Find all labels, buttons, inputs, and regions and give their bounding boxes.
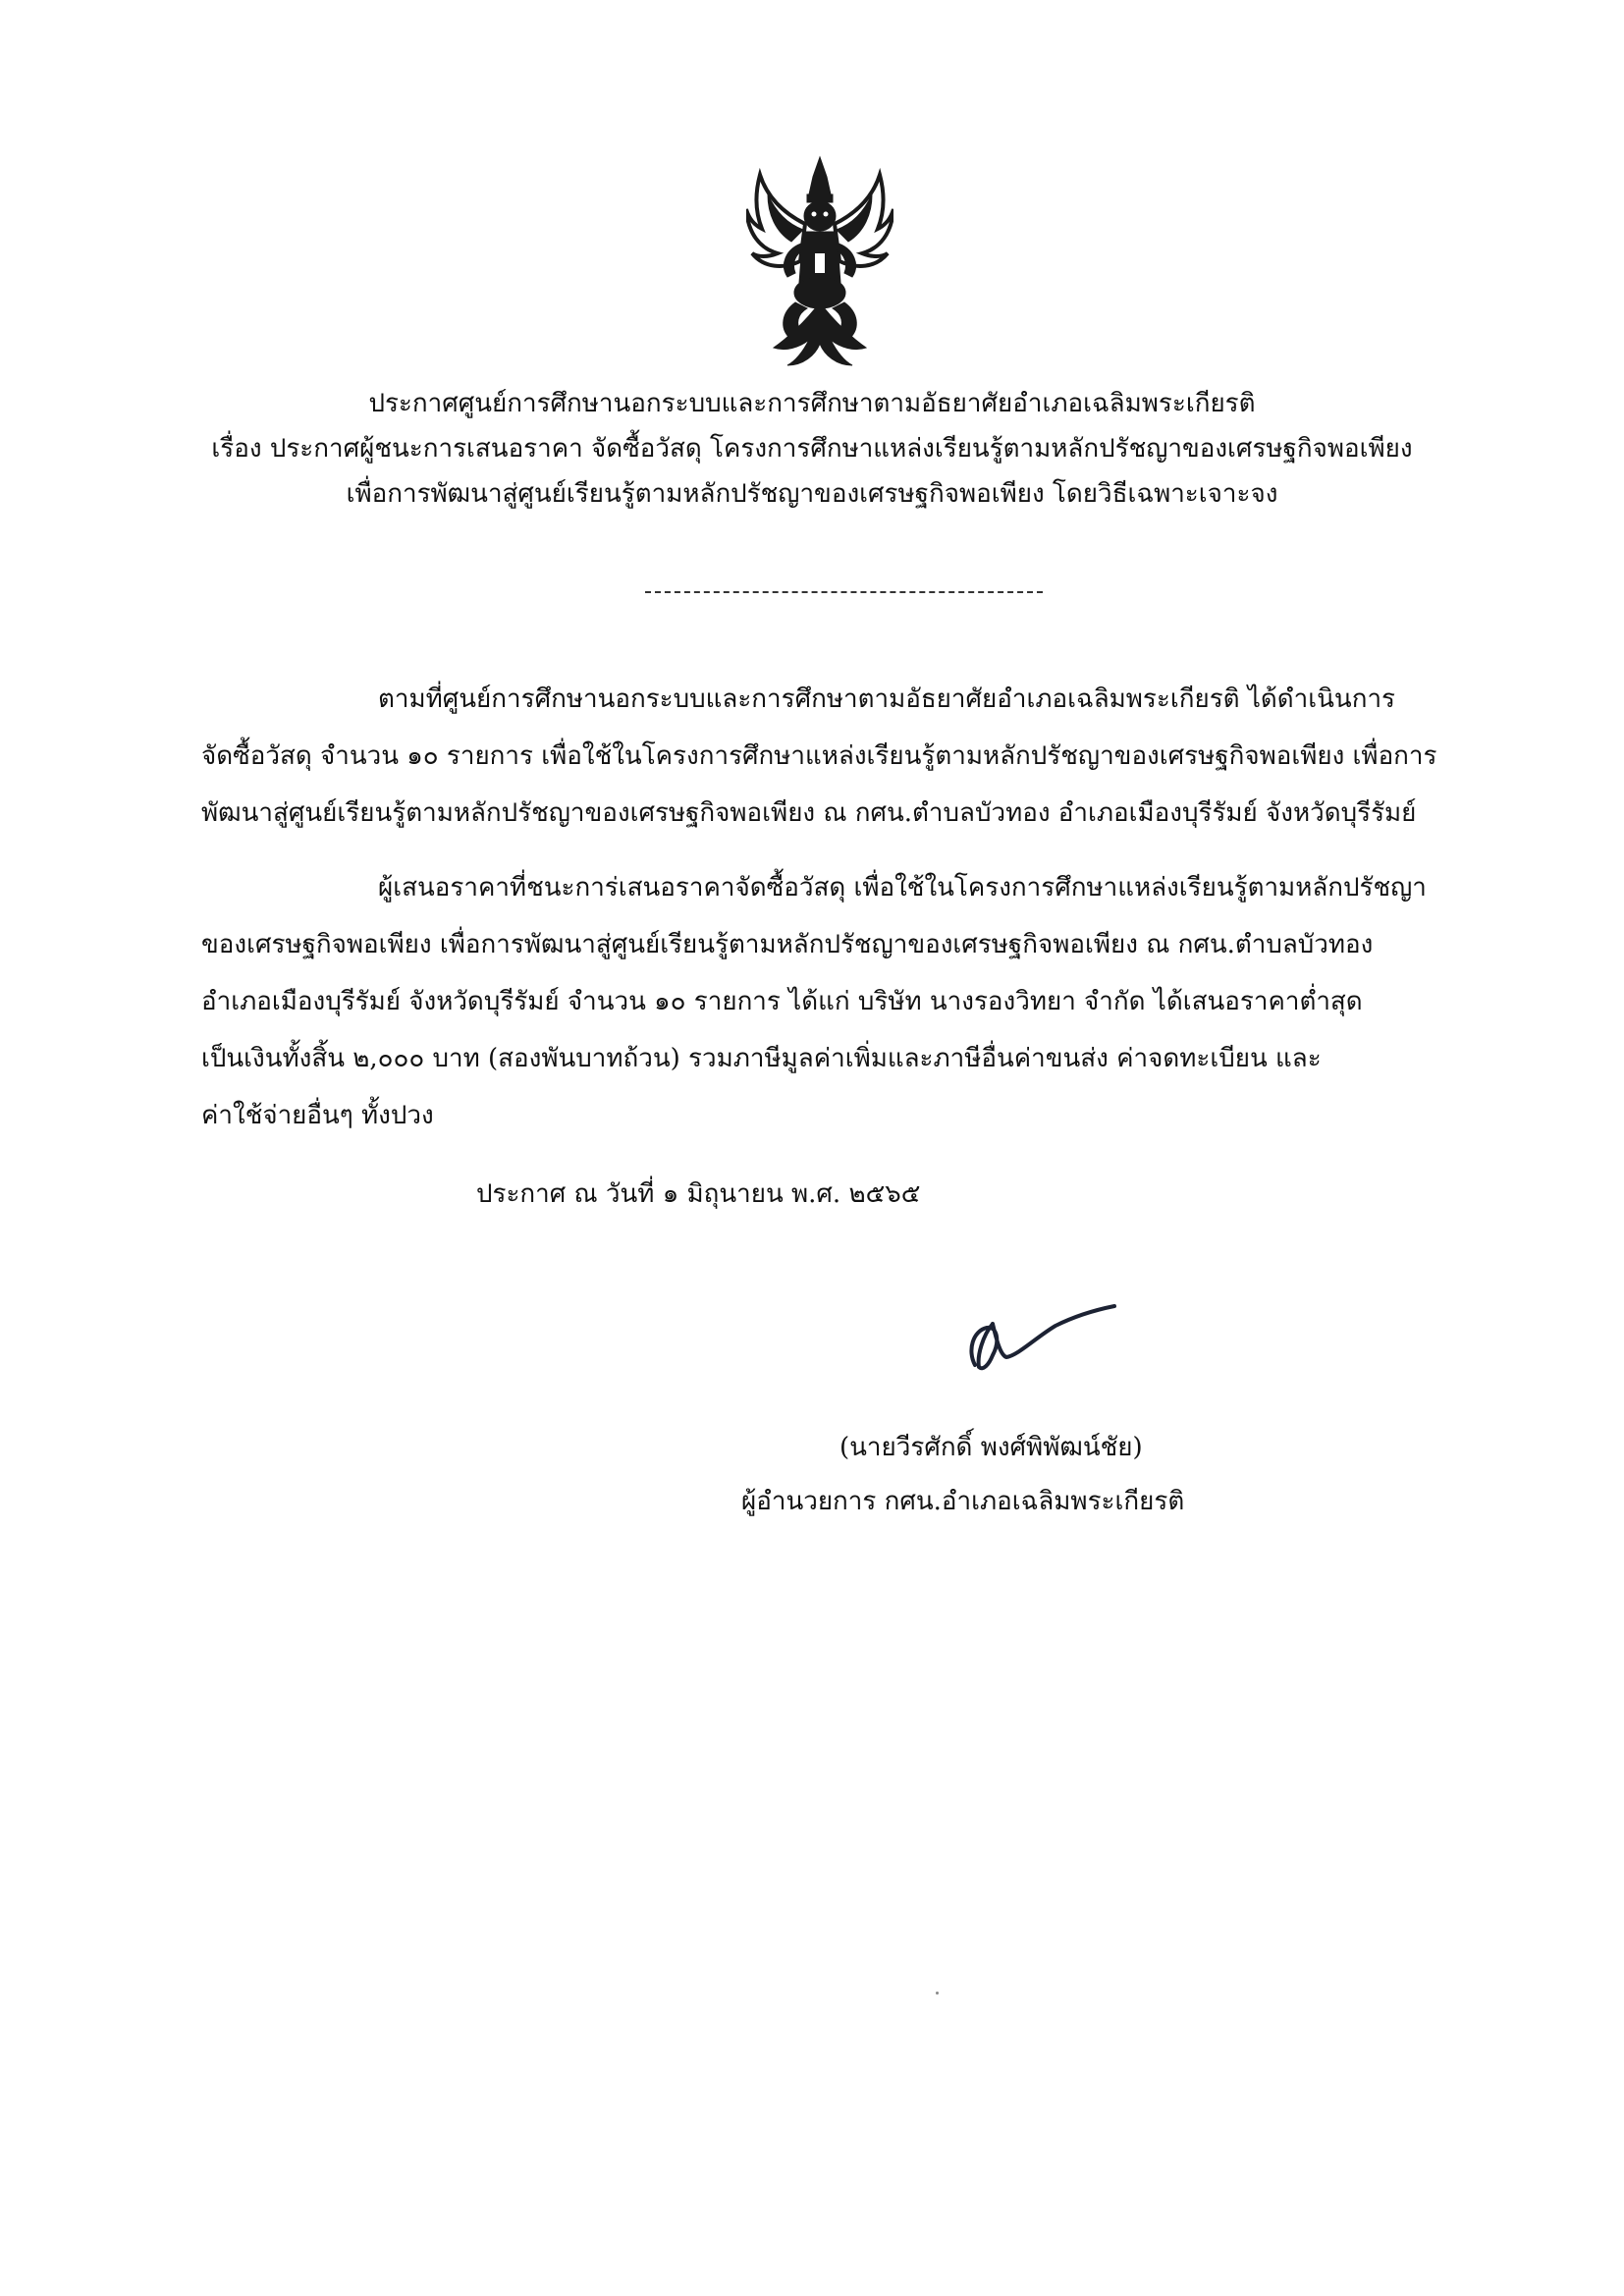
signatory-name: (นายวีรศักดิ์ พงศ์พิพัฒน์ชัย) (839, 1433, 1143, 1462)
paragraph-1-line: ตามที่ศูนย์การศึกษานอกระบบและการศึกษาตามอัธยาศัยอำเภอเฉลิมพระเกียรติ ได้ดำเนินการ (378, 684, 1396, 714)
paragraph-2-line: ของเศรษฐกิจพอเพียง เพื่อการพัฒนาสู่ศูนย์เรียนรู้ตามหลักปรัชญาของเศรษฐกิจพอเพียง ณ กศน.ตำบลบัวทอง (201, 930, 1374, 959)
section-divider (645, 591, 1043, 593)
title-line-1: ประกาศศูนย์การศึกษานอกระบบและการศึกษาตามอัธยาศัยอำเภอเฉลิมพระเกียรติ (368, 389, 1256, 418)
announcement-date: ประกาศ ณ วันที่ ๑ มิถุนายน พ.ศ. ๒๕๖๕ (476, 1179, 921, 1209)
paragraph-1-line: จัดซื้อวัสดุ จำนวน ๑๐ รายการ เพื่อใช้ในโครงการศึกษาแหล่งเรียนรู้ตามหลักปรัชญาของเศรษฐกิจพอเพียง เพื่อการ (201, 741, 1437, 771)
garuda-emblem (746, 155, 893, 369)
paragraph-1-line: พัฒนาสู่ศูนย์เรียนรู้ตามหลักปรัชญาของเศรษฐกิจพอเพียง ณ กศน.ตำบลบัวทอง อำเภอเมืองบุรีรัมย์ จังหวัดบุรีรัมย์ (201, 798, 1417, 828)
paragraph-2-line: เป็นเงินทั้งสิ้น ๒,๐๐๐ บาท (สองพันบาทถ้วน) รวมภาษีมูลค่าเพิ่มและภาษีอื่นค่าขนส่ง ค่าจดทะเบียน และ (201, 1044, 1322, 1073)
paragraph-2-line: ผู้เสนอราคาที่ชนะการ่เสนอราคาจัดซื้อวัสดุ เพื่อใช้ในโครงการศึกษาแหล่งเรียนรู้ตามหลักปรัชญา (378, 873, 1427, 902)
paragraph-2-line: ค่าใช้จ่ายอื่นๆ ทั้งปวง (201, 1101, 434, 1130)
scan-speck (936, 1992, 939, 1995)
signatory-position: ผู้อำนวยการ กศน.อำเภอเฉลิมพระเกียรติ (741, 1487, 1185, 1516)
signature-mark (957, 1296, 1129, 1394)
paragraph-2-line: อำเภอเมืองบุรีรัมย์ จังหวัดบุรีรัมย์ จำนวน ๑๐ รายการ ได้แก่ บริษัท นางรองวิทยา จำกัด ได้เสนอราคาต่ำสุด (201, 987, 1363, 1016)
subject-line: เรื่อง ประกาศผู้ชนะการเสนอราคา จัดซื้อวัสดุ โครงการศึกษาแหล่งเรียนรู้ตามหลักปรัชญาของเศรษฐกิจพอเพียง (211, 434, 1413, 464)
paragraph-2 (201, 859, 1497, 1144)
announcement-title (0, 381, 1624, 517)
paragraph-1 (201, 671, 1497, 842)
subject-line-continued: เพื่อการพัฒนาสู่ศูนย์เรียนรู้ตามหลักปรัชญาของเศรษฐกิจพอเพียง โดยวิธีเฉพาะเจาะจง (346, 479, 1278, 509)
